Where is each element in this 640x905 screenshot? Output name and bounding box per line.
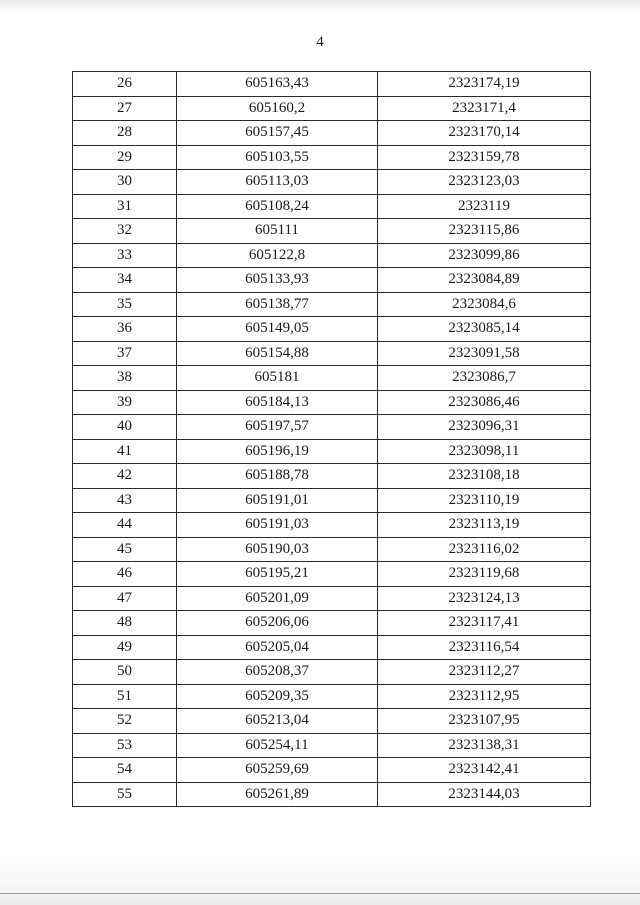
x-coordinate-cell: 605259,69 — [177, 758, 378, 783]
table-row — [73, 709, 591, 734]
y-coordinate-cell: 2323098,11 — [378, 439, 591, 464]
table-row — [73, 390, 591, 415]
y-coordinate-cell: 2323110,19 — [378, 488, 591, 513]
x-coordinate-cell: 605154,88 — [177, 341, 378, 366]
x-coordinate-cell: 605181 — [177, 366, 378, 391]
table-row — [73, 194, 591, 219]
point-number-cell: 27 — [73, 96, 177, 121]
x-coordinate-cell: 605149,05 — [177, 317, 378, 342]
table-row — [73, 562, 591, 587]
y-coordinate-cell: 2323108,18 — [378, 464, 591, 489]
point-number-cell: 31 — [73, 194, 177, 219]
coordinates-table — [72, 71, 591, 807]
x-coordinate-cell: 605209,35 — [177, 684, 378, 709]
point-number-cell: 47 — [73, 586, 177, 611]
y-coordinate-cell: 2323174,19 — [378, 72, 591, 97]
y-coordinate-cell: 2323085,14 — [378, 317, 591, 342]
x-coordinate-cell: 605205,04 — [177, 635, 378, 660]
point-number-cell: 26 — [73, 72, 177, 97]
y-coordinate-cell: 2323144,03 — [378, 782, 591, 807]
y-coordinate-cell: 2323170,14 — [378, 121, 591, 146]
x-coordinate-cell: 605184,13 — [177, 390, 378, 415]
x-coordinate-cell: 605213,04 — [177, 709, 378, 734]
point-number-cell: 30 — [73, 170, 177, 195]
point-number-cell: 38 — [73, 366, 177, 391]
point-number-cell: 39 — [73, 390, 177, 415]
table-row — [73, 635, 591, 660]
x-coordinate-cell: 605191,03 — [177, 513, 378, 538]
point-number-cell: 53 — [73, 733, 177, 758]
table-row — [73, 366, 591, 391]
x-coordinate-cell: 605197,57 — [177, 415, 378, 440]
point-number-cell: 43 — [73, 488, 177, 513]
y-coordinate-cell: 2323113,19 — [378, 513, 591, 538]
x-coordinate-cell: 605103,55 — [177, 145, 378, 170]
y-coordinate-cell: 2323107,95 — [378, 709, 591, 734]
x-coordinate-cell: 605261,89 — [177, 782, 378, 807]
table-row — [73, 537, 591, 562]
table-row — [73, 96, 591, 121]
point-number-cell: 52 — [73, 709, 177, 734]
y-coordinate-cell: 2323115,86 — [378, 219, 591, 244]
y-coordinate-cell: 2323091,58 — [378, 341, 591, 366]
y-coordinate-cell: 2323096,31 — [378, 415, 591, 440]
point-number-cell: 41 — [73, 439, 177, 464]
x-coordinate-cell: 605188,78 — [177, 464, 378, 489]
y-coordinate-cell: 2323099,86 — [378, 243, 591, 268]
x-coordinate-cell: 605111 — [177, 219, 378, 244]
scan-top-shadow — [0, 0, 640, 10]
table-row — [73, 586, 591, 611]
y-coordinate-cell: 2323086,46 — [378, 390, 591, 415]
y-coordinate-cell: 2323124,13 — [378, 586, 591, 611]
x-coordinate-cell: 605160,2 — [177, 96, 378, 121]
point-number-cell: 37 — [73, 341, 177, 366]
table-row — [73, 733, 591, 758]
point-number-cell: 54 — [73, 758, 177, 783]
point-number-cell: 55 — [73, 782, 177, 807]
y-coordinate-cell: 2323138,31 — [378, 733, 591, 758]
table-row — [73, 611, 591, 636]
scan-bottom-edge — [0, 855, 640, 905]
point-number-cell: 40 — [73, 415, 177, 440]
x-coordinate-cell: 605208,37 — [177, 660, 378, 685]
point-number-cell: 32 — [73, 219, 177, 244]
y-coordinate-cell: 2323119 — [378, 194, 591, 219]
point-number-cell: 34 — [73, 268, 177, 293]
table-row — [73, 415, 591, 440]
table-row — [73, 513, 591, 538]
y-coordinate-cell: 2323171,4 — [378, 96, 591, 121]
table-row — [73, 219, 591, 244]
x-coordinate-cell: 605157,45 — [177, 121, 378, 146]
point-number-cell: 50 — [73, 660, 177, 685]
table-row — [73, 660, 591, 685]
coordinates-table-body — [73, 72, 591, 807]
table-row — [73, 464, 591, 489]
x-coordinate-cell: 605133,93 — [177, 268, 378, 293]
y-coordinate-cell: 2323084,89 — [378, 268, 591, 293]
table-row — [73, 758, 591, 783]
x-coordinate-cell: 605206,06 — [177, 611, 378, 636]
y-coordinate-cell: 2323116,02 — [378, 537, 591, 562]
point-number-cell: 46 — [73, 562, 177, 587]
point-number-cell: 42 — [73, 464, 177, 489]
table-row — [73, 121, 591, 146]
y-coordinate-cell: 2323123,03 — [378, 170, 591, 195]
point-number-cell: 36 — [73, 317, 177, 342]
x-coordinate-cell: 605195,21 — [177, 562, 378, 587]
x-coordinate-cell: 605113,03 — [177, 170, 378, 195]
y-coordinate-cell: 2323159,78 — [378, 145, 591, 170]
x-coordinate-cell: 605108,24 — [177, 194, 378, 219]
table-row — [73, 72, 591, 97]
table-row — [73, 439, 591, 464]
x-coordinate-cell: 605163,43 — [177, 72, 378, 97]
y-coordinate-cell: 2323112,95 — [378, 684, 591, 709]
table-row — [73, 268, 591, 293]
x-coordinate-cell: 605190,03 — [177, 537, 378, 562]
table-row — [73, 684, 591, 709]
table-row — [73, 145, 591, 170]
table-row — [73, 341, 591, 366]
x-coordinate-cell: 605191,01 — [177, 488, 378, 513]
table-row — [73, 317, 591, 342]
point-number-cell: 45 — [73, 537, 177, 562]
table-row — [73, 488, 591, 513]
point-number-cell: 33 — [73, 243, 177, 268]
point-number-cell: 29 — [73, 145, 177, 170]
x-coordinate-cell: 605138,77 — [177, 292, 378, 317]
point-number-cell: 49 — [73, 635, 177, 660]
y-coordinate-cell: 2323117,41 — [378, 611, 591, 636]
point-number-cell: 28 — [73, 121, 177, 146]
table-row — [73, 782, 591, 807]
y-coordinate-cell: 2323084,6 — [378, 292, 591, 317]
point-number-cell: 35 — [73, 292, 177, 317]
table-row — [73, 292, 591, 317]
y-coordinate-cell: 2323086,7 — [378, 366, 591, 391]
scan-bottom-line — [0, 893, 640, 894]
table-row — [73, 243, 591, 268]
point-number-cell: 44 — [73, 513, 177, 538]
y-coordinate-cell: 2323116,54 — [378, 635, 591, 660]
y-coordinate-cell: 2323112,27 — [378, 660, 591, 685]
point-number-cell: 48 — [73, 611, 177, 636]
y-coordinate-cell: 2323119,68 — [378, 562, 591, 587]
x-coordinate-cell: 605254,11 — [177, 733, 378, 758]
x-coordinate-cell: 605196,19 — [177, 439, 378, 464]
point-number-cell: 51 — [73, 684, 177, 709]
x-coordinate-cell: 605201,09 — [177, 586, 378, 611]
table-row — [73, 170, 591, 195]
page-number: 4 — [316, 34, 324, 50]
y-coordinate-cell: 2323142,41 — [378, 758, 591, 783]
x-coordinate-cell: 605122,8 — [177, 243, 378, 268]
